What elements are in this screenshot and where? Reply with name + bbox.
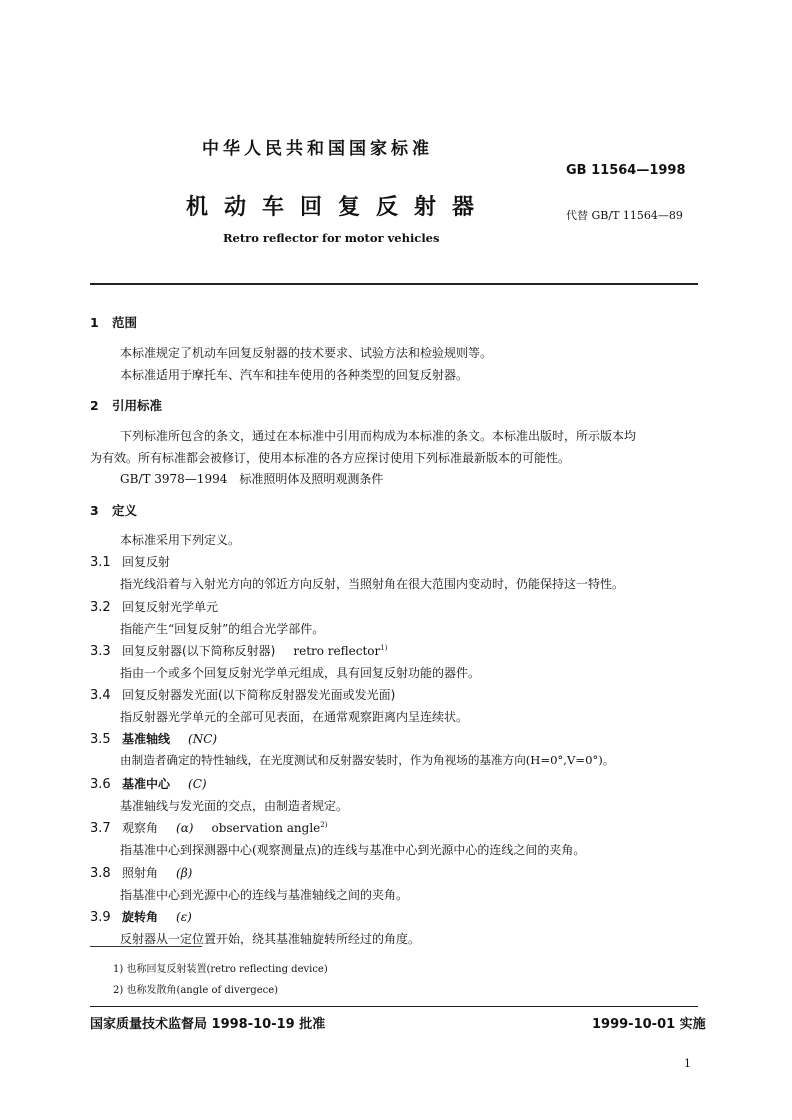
definition-symbol: (C) [188,777,207,791]
section-title: 范围 [112,315,138,330]
definition-symbol: (ε) [176,910,192,924]
definition-english-term: observation angle [211,821,321,835]
definition-text: 反射器从一定位置开始，绕其基准轴旋转所经过的角度。 [120,932,421,946]
definition-heading [90,819,327,836]
definition-symbol: (β) [176,866,193,880]
footer-divider [90,1006,698,1007]
section-3-heading [90,501,137,519]
definition-text: 指反射器光学单元的全部可见表面，在通常观察距离内呈连续状。 [120,710,469,724]
definition-text: 指由一个或多个回复反射光学单元组成，具有回复反射功能的器件。 [120,666,481,680]
definition-number: 3.5 [90,732,111,747]
definition-text: 由制造者确定的特性轴线，在光度测试和反射器安装时，作为角视场的基准方向(H=0°,V=0°)。 [120,753,615,767]
paragraph: 为有效。所有标准都会被修订，使用本标准的各方应探讨使用下列标准最新版本的可能性。 [90,451,571,465]
definition-heading [90,553,170,570]
header-divider [90,283,698,285]
definition-term: 照射角 [122,866,159,880]
definition-term: 旋转角 [122,910,159,924]
definition-number: 3.1 [90,555,111,570]
section-number: 3 [90,503,99,518]
footnote-marker: 1) [380,644,388,652]
page-number: 1 [684,1057,691,1070]
definition-number: 3.7 [90,821,111,836]
definition-number: 3.8 [90,866,111,881]
english-title: Retro reflector for motor vehicles [223,231,440,245]
section-1-heading [90,313,137,331]
definition-number: 3.9 [90,910,111,925]
section-2-heading [90,396,162,414]
definition-text: 指能产生“回复反射”的组合光学部件。 [120,622,325,636]
definition-term: 回复反射 [122,555,171,569]
referenced-standard: GB/T 3978—1994 标准照明体及照明观测条件 [120,472,384,486]
definition-heading [90,908,192,925]
definition-heading [90,775,207,792]
definition-term: 基准中心 [122,777,171,791]
definition-heading [90,642,387,659]
document-title: 机动车回复反射器 [186,195,491,220]
definition-english-term: retro reflector [293,644,381,658]
paragraph: 本标准适用于摩托车、汽车和挂车使用的各种类型的回复反射器。 [120,368,469,382]
definition-text: 指光线沿着与入射光方向的邻近方向反射，当照射角在很大范围内变动时，仍能保持这一特性。 [120,577,625,591]
definition-term: 基准轴线 [122,732,171,746]
definition-heading [90,730,217,747]
paragraph: 本标准采用下列定义。 [120,533,241,547]
definition-heading [90,686,395,703]
definition-text: 基准轴线与发光面的交点，由制造者规定。 [120,799,349,813]
definition-text: 指基准中心到探测器中心(观察测量点)的连线与基准中心到光源中心的连线之间的夹角。 [120,843,586,857]
definition-symbol: (α) [176,821,194,835]
issuing-body: 中华人民共和国国家标准 [202,139,433,159]
section-title: 定义 [112,503,138,518]
definition-symbol: (NC) [188,732,218,746]
standard-number: GB 11564—1998 [566,163,686,178]
footnote: 1) 也称回复反射装置(retro reflecting device) [113,964,328,975]
definition-number: 3.2 [90,600,111,615]
section-title: 引用标准 [112,398,163,413]
section-number: 2 [90,398,99,413]
approval-date: 国家质量技术监督局 1998-10-19 批准 [90,1017,326,1032]
footnote: 2) 也称发散角(angle of divergece) [113,985,279,996]
paragraph: 本标准规定了机动车回复反射器的技术要求、试验方法和检验规则等。 [120,346,493,360]
definition-term: 观察角 [122,821,159,835]
footnote-divider [90,946,202,947]
footnote-marker: 2) [320,821,328,829]
definition-heading [90,864,192,881]
definition-number: 3.6 [90,777,111,792]
section-number: 1 [90,315,99,330]
definition-term: 回复反射器发光面(以下简称反射器发光面或发光面) [122,688,396,702]
effective-date: 1999-10-01 实施 [592,1017,706,1032]
replaces-standard: 代替 GB/T 11564—89 [566,209,683,222]
definition-number: 3.3 [90,644,111,659]
definition-term: 回复反射器(以下简称反射器) [122,644,276,658]
paragraph: 下列标准所包含的条文，通过在本标准中引用而构成为本标准的条文。本标准出版时，所示版本均 [120,429,637,443]
definition-term: 回复反射光学单元 [122,600,219,614]
definition-number: 3.4 [90,688,111,703]
definition-text: 指基准中心到光源中心的连线与基准轴线之间的夹角。 [120,888,409,902]
definition-heading [90,598,218,615]
